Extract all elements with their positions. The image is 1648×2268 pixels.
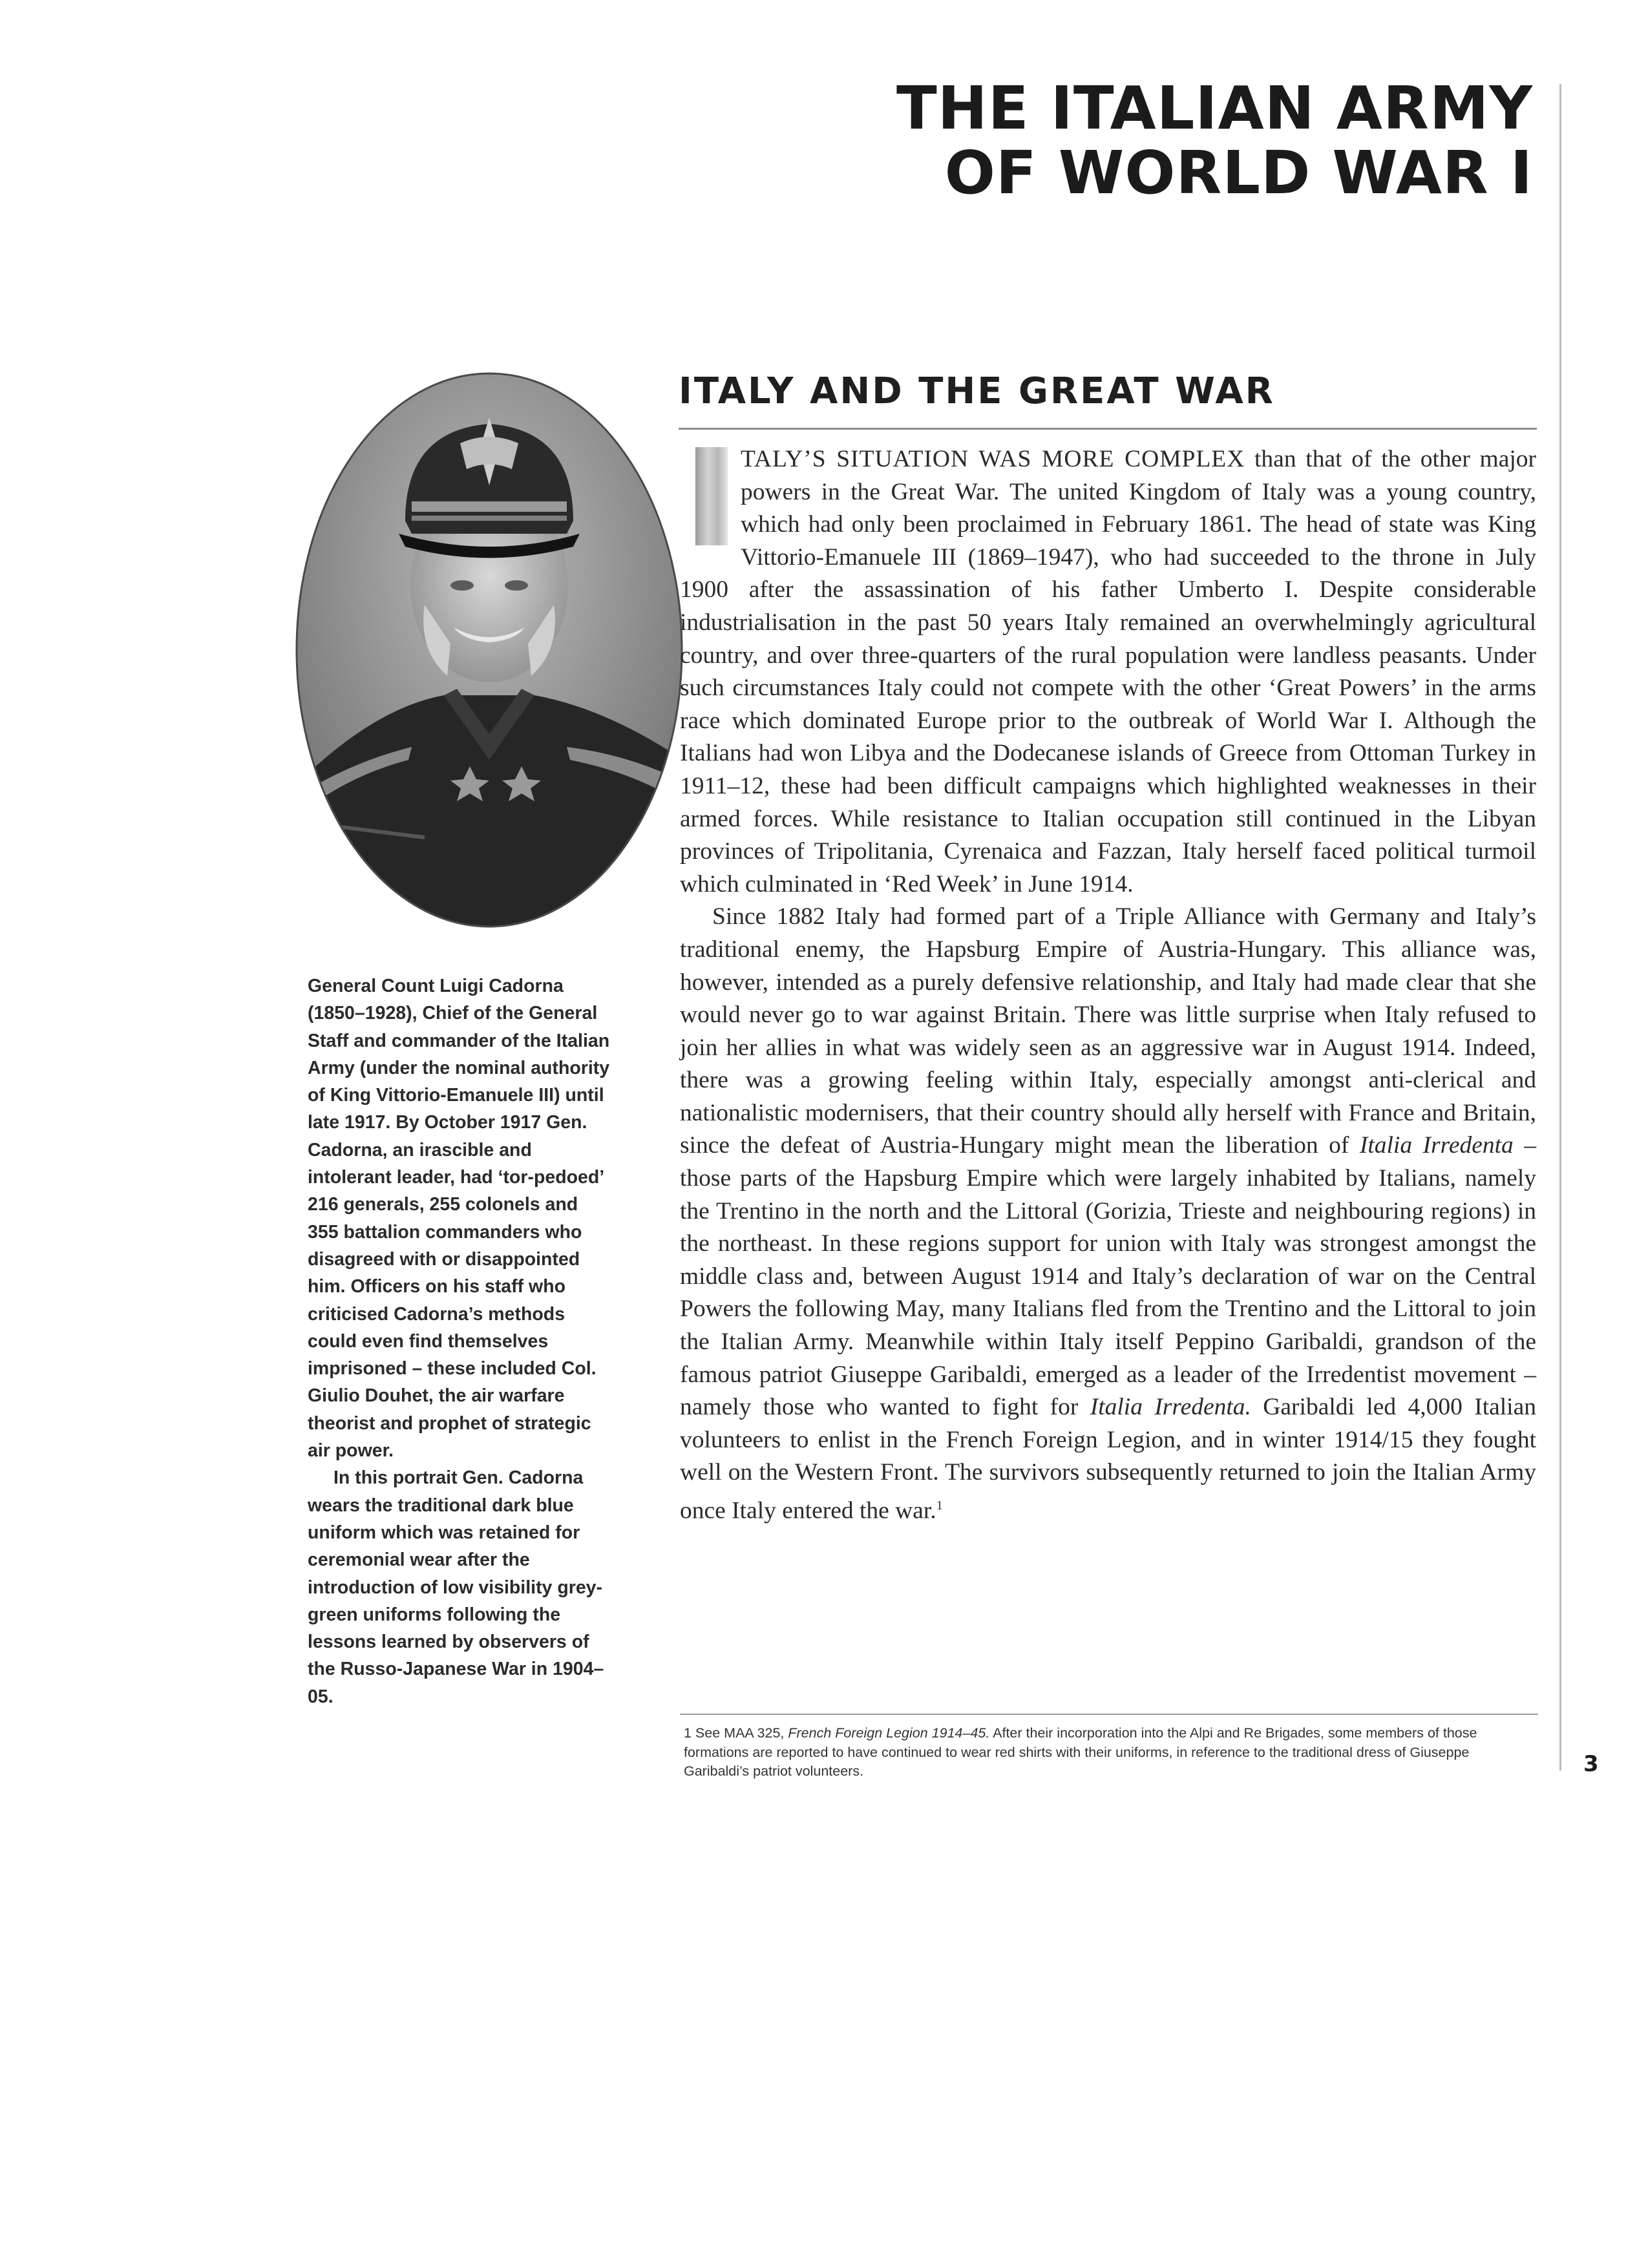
caption-paragraph: In this portrait Gen. Cadorna wears the traditional dark blue uniform which was retained for ceremonial wear after the introduction of low visibility grey-green uniforms following the lessons learned by observers of the Russo-Japanese War in 1904–05. <box>308 1467 604 1707</box>
page-margin-rule <box>1559 84 1561 1770</box>
article-body <box>680 443 1536 1528</box>
body-text: Garibaldi led 4,000 Italian volunteers to enlist in the French Foreign Legion, and in winter 1914/15 they fought well on the Western Front. The survivors subsequently returned to join the Italian Army once Italy entered the war. <box>680 1394 1536 1524</box>
footnote-prefix: 1 See MAA 325, <box>684 1725 788 1741</box>
section-title: ITALY AND THE GREAT WAR <box>679 370 1275 412</box>
lead-in-smallcaps: TALY’S SITUATION WAS MORE COMPLEX <box>741 446 1245 472</box>
body-text: Since 1882 Italy had formed part of a Triple Alliance with Germany and Italy’s traditional enemy, the Hapsburg Empire of Austria-Hungary. This alliance was, however, intended as a purely defensive relationship, and Italy had made clear that she would never go to war against Britain. There was little surprise when Italy refused to join her allies in what was widely seen as an aggressive war in August 1914. Indeed, there was a growing feeling within Italy, especially amongst anti-clerical and nationalistic modernisers, that their country should ally herself with France and Britain, since the defeat of Austria-Hungary might mean the liberation of <box>680 903 1536 1159</box>
body-text: – those parts of the Hapsburg Empire which were largely inhabited by Italians, namely the Trentino in the north and the Littoral (Gorizia, Trieste and neighbouring regions) in the northeast. In these regions support for union with Italy was strongest amongst the middle class and, between August 1914 and Italy’s declaration of war on the Central Powers the following May, many Italians fled from the Trentino and the Littoral to join the Italian Army. Meanwhile within Italy itself Peppino Garibaldi, grandson of the famous patriot Giuseppe Garibaldi, emerged as a leader of the Irredentist movement – namely those who wanted to fight for <box>680 1132 1537 1421</box>
footnote-text: After their incorporation into the Alpi and Re Brigades, some members of those formations are reported to have continued to wear red shirts with their uniforms, in reference to the traditional dress of Giuseppe Garibaldi’s patriot volunteers. <box>684 1725 1477 1779</box>
italic-term: Italia Irredenta <box>1359 1132 1514 1159</box>
book-title-line-1: THE ITALIAN ARMY <box>896 74 1533 143</box>
book-title-line-2: OF WORLD WAR I <box>944 138 1533 207</box>
italic-term: Italia Irredenta. <box>1090 1394 1251 1421</box>
section-divider <box>679 428 1537 430</box>
book-title <box>757 76 1533 205</box>
body-paragraph <box>680 901 1536 1528</box>
body-paragraph <box>680 443 1536 901</box>
portrait-caption <box>308 972 611 1710</box>
page-number: 3 <box>1583 1751 1599 1777</box>
body-text: than that of the other major powers in the Great War. The united Kingdom of Italy was a young country, which had only been proclaimed in February 1861. The head of state was King Vittorio-Emanuele III (1869–1947), who had succeeded to the throne in July 1900 after the assassination of his father Umberto I. Despite considerable industrialisation in the past 50 years Italy remained an overwhelmingly agricultural country, and over three-quarters of the rural population were landless peasants. Under such circumstances Italy could not compete with the other ‘Great Powers’ in the arms race which dominated Europe prior to the outbreak of World War I. Although the Italians had won Libya and the Dodecanese islands of Greece from Ottoman Turkey in 1911–12, these had been difficult campaigns which highlighted weaknesses in their armed forces. While resistance to Italian occupation still continued in the Libyan provinces of Tripolitania, Cyrenaica and Fazzan, Italy herself faced political turmoil which culminated in ‘Red Week’ in June 1914. <box>680 446 1536 898</box>
footnote-divider <box>680 1714 1538 1715</box>
cadorna-portrait-photo <box>295 372 683 928</box>
footnote <box>684 1724 1524 1781</box>
footnote-title: French Foreign Legion 1914–45. <box>788 1725 990 1741</box>
drop-cap-initial <box>695 447 728 545</box>
footnote-reference[interactable]: 1 <box>936 1498 943 1513</box>
caption-paragraph: General Count Luigi Cadorna (1850–1928), Chief of the General Staff and commander of the Italian Army (under the nominal authority of King Vittorio-Emanuele III) until late 1917. By October 1917 Gen. Cadorna, an irascible and intolerant leader, had ‘tor-pedoed’ 216 generals, 255 colonels and 355 battalion commanders who disagreed with or disappointed him. Officers on his staff who criticised Cadorna’s methods could even find themselves imprisoned – these included Col. Giulio Douhet, the air warfare theorist and prophet of strategic air power. <box>308 976 610 1462</box>
